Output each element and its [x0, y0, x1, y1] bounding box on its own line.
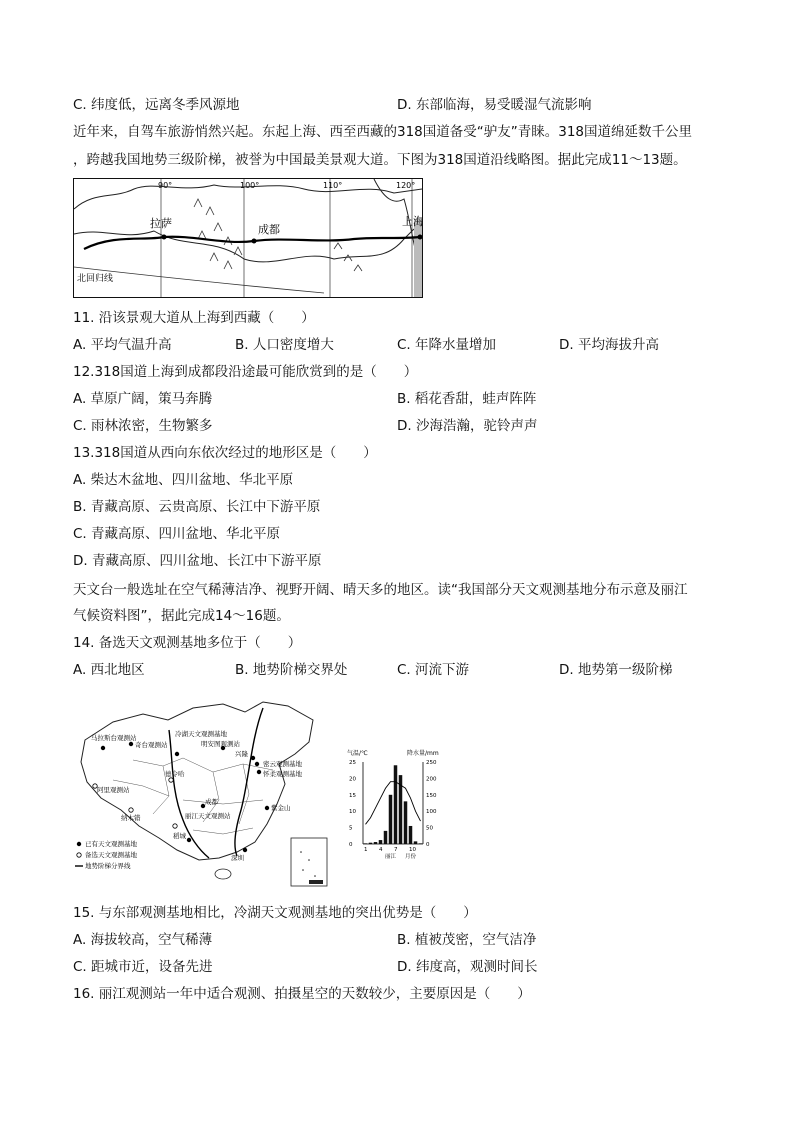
q16-stem: 16. 丽江观测站一年中适合观测、拍摄星空的天数较少，主要原因是（ ） [73, 986, 531, 1002]
q15-option-d: D. 纬度高，观测时间长 [397, 959, 538, 975]
q13-option-a: A. 柴达木盆地、四川盆地、华北平原 [73, 472, 294, 488]
temp-tick: 5 [349, 825, 353, 832]
q15-option-b: B. 植被茂密，空气洁净 [397, 932, 537, 948]
q14-option-a: A. 西北地区 [73, 662, 145, 678]
station-minganto: 明安图观测站 [201, 740, 240, 748]
lon-90: 90° [158, 181, 173, 190]
q12-option-c: C. 雨林浓密，生物繁多 [73, 418, 213, 434]
observation-map [73, 700, 331, 890]
q15-options-row2 [73, 957, 734, 977]
place-label: 丽江 [385, 854, 397, 860]
q14-options [73, 660, 734, 680]
q15-options-row1 [73, 930, 734, 950]
lon-110: 110° [323, 181, 343, 190]
q11-option-d: D. 平均海拔升高 [559, 337, 659, 353]
station-lijiang: 丽江天文观测站 [185, 812, 231, 820]
station-miyun: 密云观测基地 [263, 760, 302, 768]
label-chengdu: 成都 [258, 223, 280, 236]
station-delingha: 德令哈 [165, 770, 185, 778]
precip-bar [404, 801, 408, 844]
passage2-line2: 气候资料图”，据此完成14～16题。 [73, 608, 290, 624]
station-qitai: 奇台观测站 [135, 741, 168, 749]
passage1-line1: 近年来，自驾车旅游悄然兴起。东起上海、西至西藏的318国道备受“驴友”青睐。318国道绵延数千公里 [73, 124, 693, 140]
month-unit: 月份 [405, 854, 417, 860]
q12-option-a: A. 草原广阔，策马奔腾 [73, 391, 213, 407]
station-malasi: 马拉斯台观测站 [91, 734, 137, 742]
precip-tick: 200 [426, 776, 437, 783]
passage1-line2: ，跨越我国地势三级阶梯，被誉为中国最美景观大道。下图为318国道沿线略图。据此完成11～13题。 [73, 152, 687, 168]
precip-bar [369, 843, 373, 844]
q14-option-c: C. 河流下游 [397, 662, 470, 678]
precip-bar [394, 765, 398, 844]
q11-option-b: B. 人口密度增大 [235, 337, 334, 353]
precip-tick: 50 [426, 825, 433, 832]
precip-bar [384, 831, 388, 844]
month-tick: 4 [379, 847, 383, 853]
q12-option-d: D. 沙海浩瀚，驼铃声声 [397, 418, 538, 434]
precip-unit: 降水量/mm [407, 750, 439, 757]
label-shanghai: 上海 [402, 215, 422, 228]
station-xinglong: 兴隆 [235, 750, 248, 758]
q13-option-b: B. 青藏高原、云贵高原、长江中下游平原 [73, 499, 321, 515]
station-namucuo: 纳木错 [121, 814, 141, 822]
temp-tick: 25 [349, 760, 356, 766]
temp-unit: 气温/℃ [347, 750, 368, 757]
legend-candidate: 备选天文观测基地 [85, 851, 137, 859]
q15-option-a: A. 海拔较高，空气稀薄 [73, 932, 213, 948]
station-zijinshan: 紫金山 [271, 804, 291, 812]
q13-option-d: D. 青藏高原、四川盆地、长江中下游平原 [73, 553, 322, 569]
precip-tick: 0 [426, 842, 430, 848]
q11-option-c: C. 年降水量增加 [397, 337, 497, 353]
q14-option-b: B. 地势阶梯交界处 [235, 662, 348, 678]
label-lhasa: 拉萨 [150, 217, 172, 230]
q12-option-b: B. 稻花香甜，蛙声阵阵 [397, 391, 537, 407]
temp-line [366, 782, 421, 825]
precip-bar [374, 842, 378, 844]
precip-bar [409, 826, 413, 844]
station-chengdu: 成都 [205, 798, 218, 806]
temp-tick: 15 [349, 792, 356, 799]
option-c: C. 纬度低，远离冬季风源地 [73, 97, 240, 113]
temp-tick: 10 [349, 809, 356, 816]
station-huairou: 怀柔观测基地 [263, 770, 302, 778]
precip-bar [379, 840, 383, 844]
q15-option-c: C. 距城市近，设备先进 [73, 959, 213, 975]
month-tick: 1 [364, 847, 368, 853]
q13-stem: 13.318国道从西向东依次经过的地形区是（ ） [73, 445, 377, 461]
legend-existing: 已有天文观测基地 [85, 840, 137, 848]
station-ali: 阿里观测站 [97, 786, 130, 794]
tropic-label: 北回归线 [77, 274, 114, 284]
lon-100: 100° [240, 181, 260, 190]
precip-bar [419, 843, 423, 844]
q11-stem: 11. 沿该景观大道从上海到西藏（ ） [73, 310, 315, 326]
q15-stem: 15. 与东部观测基地相比，冷湖天文观测基地的突出优势是（ ） [73, 905, 477, 921]
month-tick: 10 [409, 847, 416, 853]
precip-bar [414, 841, 418, 844]
precip-tick: 100 [426, 809, 437, 816]
station-lenghu: 冷湖天文观测基地 [175, 730, 227, 738]
legend-step-boundary: 地势阶梯分界线 [85, 862, 131, 870]
station-shenzhen: 深圳 [231, 854, 244, 862]
q11-option-a: A. 平均气温升高 [73, 337, 172, 353]
q14-option-d: D. 地势第一级阶梯 [559, 662, 673, 678]
lon-120: 120° [396, 181, 416, 190]
q12-options-row1 [73, 389, 734, 409]
q11-options [73, 335, 734, 355]
precip-bar [364, 843, 368, 844]
q12-stem: 12.318国道上海到成都段沿途最可能欣赏到的是（ ） [73, 364, 418, 380]
option-d: D. 东部临海，易受暖湿气流影响 [397, 97, 592, 113]
q12-options-row2 [73, 416, 734, 436]
month-tick: 7 [394, 847, 398, 853]
precip-tick: 150 [426, 792, 437, 799]
precip-tick: 250 [426, 760, 437, 766]
precip-bar [389, 795, 393, 844]
prev-question-options-row [73, 95, 734, 115]
passage2-line1: 天文台一般选址在空气稀薄洁净、视野开阔、晴天多的地区。读“我国部分天文观测基地分布示意及丽江 [73, 582, 688, 598]
station-daocheng: 稻城 [173, 832, 186, 840]
temp-tick: 0 [349, 842, 353, 848]
q14-stem: 14. 备选天文观测基地多位于（ ） [73, 635, 302, 651]
route-map [73, 178, 423, 298]
temp-tick: 20 [349, 776, 356, 783]
q13-option-c: C. 青藏高原、四川盆地、华北平原 [73, 526, 281, 542]
lijiang-climate-chart [345, 748, 445, 860]
